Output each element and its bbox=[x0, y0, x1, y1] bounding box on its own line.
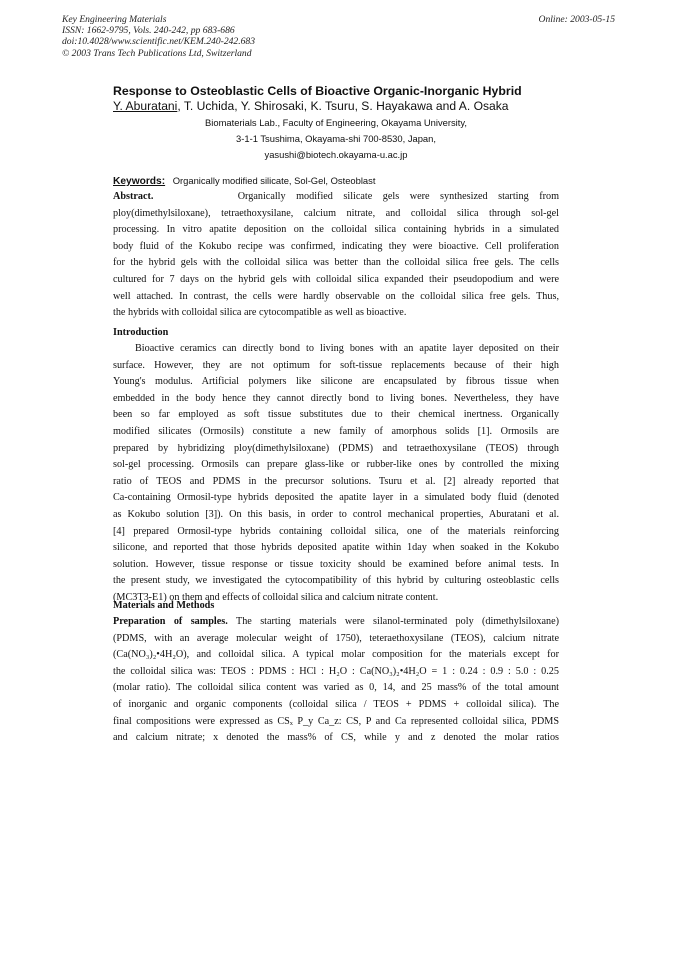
presenting-author: Y. Aburatani bbox=[113, 99, 178, 113]
materials-line: and calcium nitrate; x denoted the mass% of CS, while y and z denoted the molar ratios bbox=[113, 732, 559, 744]
affiliation bbox=[113, 115, 559, 163]
intro-line: been so far employed as soft tissue substitutes due to their chemical inertness. Organically bbox=[113, 409, 559, 421]
intro-line: prepared by hybridizing ploy(dimethylsiloxane) (PDMS) and tetraethoxysilane (TEOS) through bbox=[113, 442, 559, 454]
materials-line: (Ca(NO₃)₂•4H₂O), and colloidal silica. A typical molar composition for the materials except for bbox=[113, 649, 559, 661]
intro-line: embedded in the body hence they cannot directly bond to living bones. Nevertheless, they have bbox=[113, 392, 559, 404]
abstract-line: processing. In vitro apatite deposition on the colloidal silica containing hybrids in a simulated bbox=[113, 224, 559, 236]
keywords-label: Keywords: bbox=[113, 176, 166, 187]
intro-line: sol-gel processing. Ormosils can prepare glass-like or rubber-like ones by controlled the mixing bbox=[113, 459, 559, 471]
intro-line: surface. However, they are not optimum for soft-tissue replacements because of their high bbox=[113, 359, 559, 371]
abstract-line: ploy(dimethylsiloxane), tetraethoxysilane, calcium nitrate, and colloidal silica through sol-gel bbox=[113, 207, 559, 219]
materials-body bbox=[113, 614, 559, 747]
intro-line: (MC3T3-E1) on them and effects of colloidal silica and calcium nitrate content. bbox=[113, 591, 439, 603]
materials-line: (PDMS, with an average molecular weight of 1750), teteraethoxysilane (TEOS), calcium nitrate bbox=[113, 632, 559, 644]
materials-line: (molar ratio). The colloidal silica content was varied as 0, 14, and 25 mass% of the total amount bbox=[113, 682, 559, 694]
doi-line: doi:10.4028/www.scientific.net/KEM.240-242.683 bbox=[62, 36, 256, 48]
affiliation-line: 3-1-1 Tsushima, Okayama-shi 700-8530, Japan, bbox=[236, 133, 436, 144]
abstract-line: Abstract. Organically modified silicate gels were synthesized starting from bbox=[113, 191, 559, 202]
abstract-line: cultured for 7 days on the hybrid gels with colloidal silica expanded their pseudopodium and were bbox=[113, 273, 559, 285]
intro-line: Ca-containing Ormosil-type hybrids deposited the apatite layer in a simulated body fluid (denoted bbox=[113, 492, 559, 504]
abstract bbox=[113, 189, 559, 322]
intro-line: solution. However, tissue response or tissue toxicity should be examined before animal tests. In bbox=[113, 558, 559, 570]
issn-line: ISSN: 1662-9795, Vols. 240-242, pp 683-686 bbox=[62, 25, 235, 37]
intro-line: modified silicates (Ormosils) constitute a new family of amorphous solids [1]. Ormosils are bbox=[113, 425, 559, 437]
keywords-text: Organically modified silicate, Sol-Gel, Osteoblast bbox=[172, 175, 376, 186]
intro-line: as Kokubo solution [3]). On this basis, in order to control mechanical properties, Aburatani et al. bbox=[113, 508, 559, 520]
abstract-line: the hybrids with colloidal silica are cytocompatible as well as bioactive. bbox=[113, 307, 407, 319]
materials-line: the colloidal silica was: TEOS : PDMS : HCl : H₂O : Ca(NO₃)₂•4H₂O = 1 : 0.24 : 0.9 : 5.0 : 0.25 bbox=[113, 665, 559, 677]
section-heading-materials-methods: Materials and Methods bbox=[113, 600, 215, 611]
journal-name: Key Engineering Materials bbox=[62, 14, 167, 25]
abstract-label: Abstract. bbox=[113, 191, 154, 202]
intro-line: ratio of TEOS and PDMS in the precursor solutions. Tsuru et al. [2] already reported that bbox=[113, 475, 559, 487]
co-authors: , T. Uchida, Y. Shirosaki, K. Tsuru, S. Hayakawa and A. Osaka bbox=[177, 99, 509, 113]
paper-title: Response to Osteoblastic Cells of Bioactive Organic-Inorganic Hybrid bbox=[113, 84, 522, 98]
affiliation-line: Biomaterials Lab., Faculty of Engineering, Okayama University, bbox=[205, 117, 467, 128]
intro-line: Young's modulus. Artificial polymers like silicone are encapsulated by fibrous tissue when bbox=[113, 376, 559, 388]
intro-line: Bioactive ceramics can directly bond to living bones with an apatite layer deposited on their bbox=[135, 343, 559, 354]
intro-line: the present study, we investigated the cytocompatibility of this hybrid by culturing osteoblastic cells bbox=[113, 575, 559, 587]
materials-line: of inorganic and organic components (colloidal silica / TEOS + PDMS + colloidal silica). The bbox=[113, 698, 559, 710]
affiliation-email: yasushi@biotech.okayama-u.ac.jp bbox=[264, 149, 408, 160]
materials-line: final compositions were expressed as CSₓ P_y Ca_z: CS, P and Ca represented colloidal silica, PDMS bbox=[113, 715, 559, 727]
intro-line: silicone, and reported that those hybrids deposited apatite within 1day when soaked in the Kokubo bbox=[113, 542, 559, 554]
copyright-line: © 2003 Trans Tech Publications Ltd, Switzerland bbox=[62, 47, 252, 59]
abstract-line: for the hybrid gels with the colloidal silica was better than the colloidal silica free gels. The cells bbox=[113, 257, 559, 269]
online-date: Online: 2003-05-15 bbox=[538, 14, 615, 25]
abstract-line: well attached. In contrast, the cells were hardly observable on the colloidal silica free gels. Thus, bbox=[113, 290, 559, 302]
keywords bbox=[113, 173, 559, 191]
subsection-label: Preparation of samples. bbox=[113, 616, 228, 627]
abstract-line: body fluid of the Kokubo recipe was confirmed, indicating they were bioactive. Cell proliferation bbox=[113, 240, 559, 252]
introduction-body bbox=[113, 341, 559, 607]
section-heading-introduction: Introduction bbox=[113, 327, 169, 338]
intro-line: [4] prepared Ormosil-type hybrids containing colloidal silica, one of the materials reinforcing bbox=[113, 525, 559, 537]
author-list bbox=[113, 99, 633, 114]
materials-line: Preparation of samples. The starting materials were silanol-terminated poly (dimethylsiloxane) bbox=[113, 616, 559, 627]
journal-meta bbox=[62, 14, 392, 59]
